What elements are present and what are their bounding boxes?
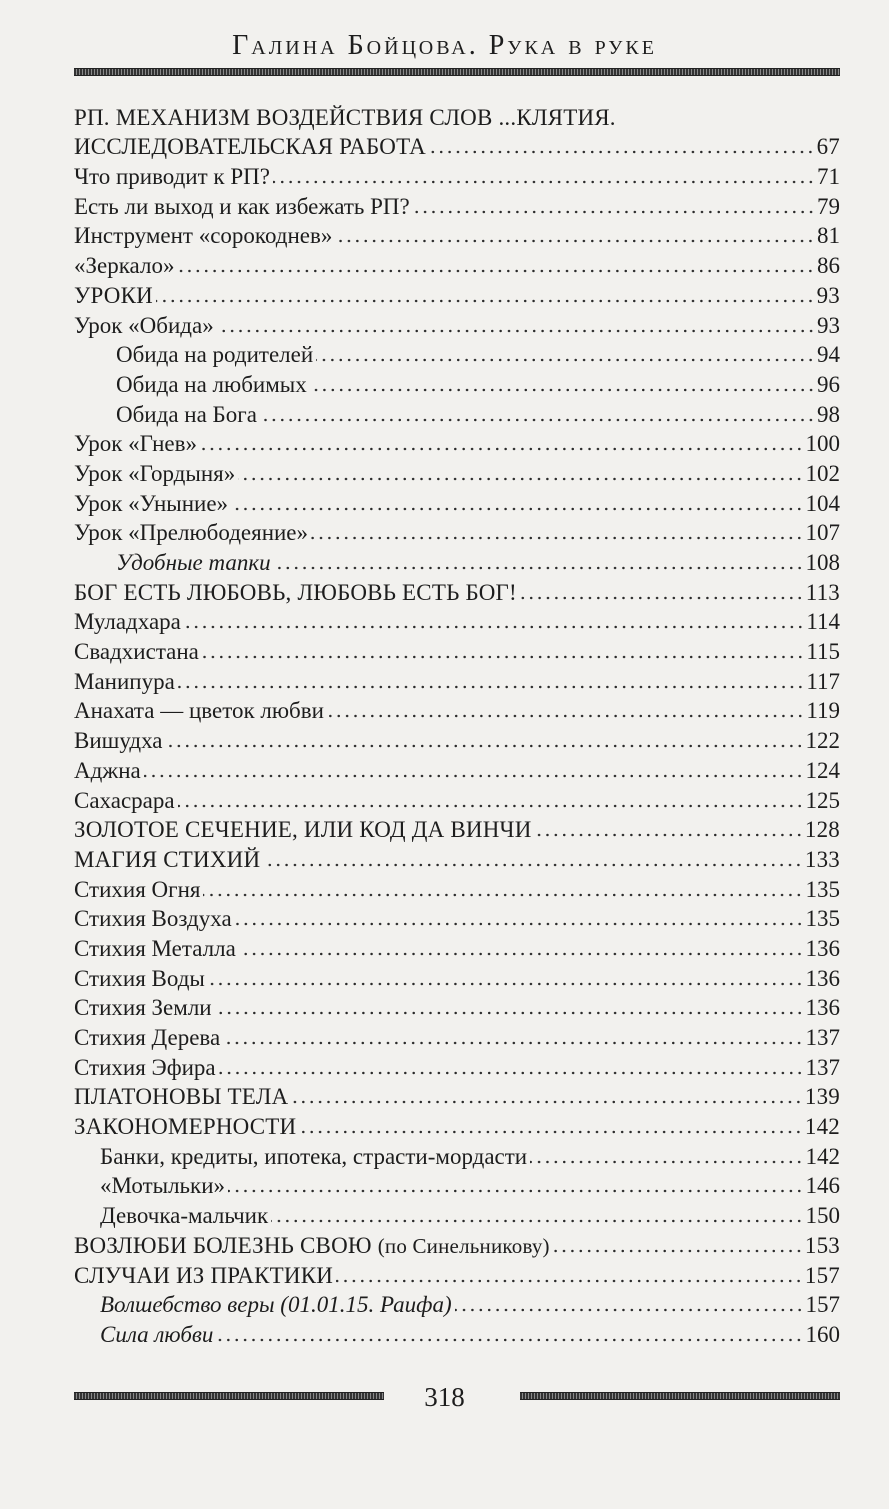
toc-entry-title: Обида на Бога <box>116 401 257 427</box>
toc-entry <box>74 1200 840 1230</box>
toc-entry-title: Урок «Гнев» <box>74 431 197 457</box>
dot-leader <box>335 237 815 245</box>
toc-entry-page: 135 <box>805 906 840 932</box>
toc-entry <box>74 102 840 132</box>
toc-entry-title: МАГИЯ СТИХИЙ <box>74 846 261 872</box>
dot-leader <box>429 148 815 156</box>
toc-entry-page: 114 <box>806 609 840 635</box>
toc-entry <box>74 785 840 815</box>
toc-entry-title: Обида на любимых <box>116 371 307 397</box>
toc-entry-page: 104 <box>805 490 840 516</box>
toc-entry <box>74 369 840 399</box>
dot-leader <box>238 475 803 483</box>
toc-entry <box>74 933 840 963</box>
toc-entry-title: Инструмент «сорокоднев» <box>74 223 333 249</box>
toc-entry-title <box>74 1232 550 1260</box>
toc-entry-title: Стихия Земли <box>74 995 212 1021</box>
toc-entry-page: 142 <box>805 1143 840 1169</box>
dot-leader <box>553 1247 803 1255</box>
toc-entry-page: 160 <box>805 1321 840 1347</box>
dot-leader <box>219 1069 804 1077</box>
toc-entry-page: 93 <box>816 282 840 308</box>
toc-entry-page: 137 <box>805 1025 840 1050</box>
toc-entry-title: Банки, кредиты, ипотека, страсти-мордасти <box>100 1143 528 1169</box>
toc-entry-page: 137 <box>805 1054 840 1080</box>
toc-entry-page: 96 <box>817 371 840 397</box>
toc-entry-title: Стихия Огня <box>74 876 201 902</box>
toc-entry <box>74 488 840 518</box>
toc-entry-title: Муладхара <box>74 609 181 635</box>
toc-entry-title-main: ВОЗЛЮБИ БОЛЕЗНЬ СВОЮ <box>74 1232 372 1258</box>
dot-leader <box>273 178 815 186</box>
toc-entry-page: 139 <box>804 1084 840 1110</box>
toc-entry-title-note: (по Синельникову) <box>377 1233 550 1258</box>
toc-entry-page: 102 <box>805 460 840 486</box>
dot-leader <box>311 534 803 542</box>
toc-entry <box>74 755 840 785</box>
toc-entry-page: 157 <box>804 1262 840 1288</box>
toc-entry <box>74 399 840 429</box>
toc-entry-page: 124 <box>805 757 840 783</box>
running-header: Галина Бойцова. Рука в руке <box>232 30 657 61</box>
toc-entry-title: БОГ ЕСТЬ ЛЮБОВЬ, ЛЮБОВЬ ЕСТЬ БОГ! <box>74 579 517 605</box>
toc-entry-title: Девочка-мальчик <box>100 1203 269 1229</box>
table-of-contents <box>74 102 840 1349</box>
toc-entry <box>74 607 840 637</box>
toc-entry <box>74 666 840 696</box>
toc-entry-title: Стихия Дерева <box>74 1025 221 1050</box>
toc-entry-page: 146 <box>805 1173 840 1199</box>
dot-leader <box>177 267 815 275</box>
toc-entry-title: Стихия Воды <box>74 965 205 991</box>
dot-leader <box>291 1098 803 1106</box>
toc-entry-page: 125 <box>805 787 840 813</box>
toc-entry-page: 86 <box>817 253 840 279</box>
dot-leader <box>336 1277 803 1285</box>
toc-entry-title: Урок «Обида» <box>74 312 214 338</box>
toc-entry-title: Урок «Гордыня» <box>74 460 236 486</box>
toc-entry-title: Волшебство веры (01.01.15. Раифа) <box>100 1292 452 1318</box>
toc-entry <box>74 963 840 993</box>
dot-leader <box>208 980 804 988</box>
toc-entry <box>74 1260 840 1290</box>
toc-entry-page: 71 <box>817 164 840 190</box>
toc-entry-page: 100 <box>805 431 840 457</box>
toc-entry-page: 98 <box>817 401 840 427</box>
toc-entry-page: 136 <box>805 965 840 991</box>
dot-leader <box>235 920 804 928</box>
dot-leader <box>202 653 804 661</box>
toc-entry-page: 153 <box>804 1232 840 1258</box>
toc-entry-page: 93 <box>817 312 840 338</box>
toc-entry <box>74 518 840 548</box>
toc-entry <box>74 696 840 726</box>
toc-entry-title: Что приводит к РП? <box>74 164 270 190</box>
toc-entry <box>74 1171 840 1201</box>
toc-entry-page: 117 <box>806 668 840 694</box>
dot-leader <box>223 1039 803 1047</box>
dot-leader <box>216 1336 803 1344</box>
toc-entry <box>74 458 840 488</box>
toc-entry-page: 94 <box>817 342 840 368</box>
toc-entry <box>74 1022 840 1052</box>
toc-entry <box>74 844 840 874</box>
toc-entry-title: Свадхистана <box>74 639 199 665</box>
toc-entry <box>74 191 840 221</box>
toc-entry <box>74 221 840 251</box>
toc-entry-page: 113 <box>805 579 840 605</box>
toc-entry <box>74 1052 840 1082</box>
toc-entry-title: СЛУЧАИ ИЗ ПРАКТИКИ <box>74 1262 334 1288</box>
toc-entry-title: Урок «Уныние» <box>74 490 229 516</box>
toc-entry <box>74 547 840 577</box>
dot-leader <box>520 594 804 602</box>
toc-entry <box>74 1082 840 1112</box>
toc-entry <box>74 725 840 755</box>
toc-entry-page: 79 <box>817 193 840 219</box>
dot-leader <box>310 386 815 394</box>
toc-entry-title: Стихия Воздуха <box>74 906 232 932</box>
toc-entry-title: Есть ли выход и как избежать РП? <box>74 193 410 219</box>
dot-leader <box>228 1187 803 1195</box>
toc-entry <box>74 1230 840 1260</box>
dot-leader <box>413 208 815 216</box>
toc-entry-page: 142 <box>804 1114 840 1140</box>
dot-leader <box>231 505 803 513</box>
dot-leader <box>274 564 804 572</box>
footer-rule-right <box>520 1392 840 1400</box>
toc-entry-title: Обида на родителей <box>116 342 314 368</box>
toc-entry-title: Сила любви <box>100 1321 214 1347</box>
toc-entry <box>74 874 840 904</box>
dot-leader <box>200 445 804 453</box>
toc-entry-title: Вишудха <box>74 728 163 754</box>
header-rule <box>74 68 840 76</box>
dot-leader <box>156 297 815 305</box>
toc-entry-title: ЗАКОНОМЕРНОСТИ <box>74 1114 297 1140</box>
toc-entry <box>74 1141 840 1171</box>
toc-entry-page: 136 <box>805 935 840 961</box>
toc-entry <box>74 577 840 607</box>
toc-entry-title: Стихия Металла <box>74 935 236 961</box>
toc-entry-title: «Мотыльки» <box>100 1173 226 1199</box>
dot-leader <box>239 950 804 958</box>
toc-entry-title: «Зеркало» <box>74 253 175 279</box>
toc-entry-page: 122 <box>805 728 840 754</box>
dot-leader <box>327 712 804 720</box>
toc-entry-page: 81 <box>817 223 840 249</box>
toc-entry-title: Урок «Прелюбодеяние» <box>74 520 309 546</box>
toc-entry-title: ЗОЛОТОЕ СЕЧЕНИЕ, ИЛИ КОД ДА ВИНЧИ <box>74 817 532 843</box>
dot-leader <box>144 772 804 780</box>
dot-leader <box>299 1128 803 1136</box>
toc-entry <box>74 132 840 162</box>
toc-entry-page: 150 <box>805 1203 840 1229</box>
toc-entry <box>74 310 840 340</box>
dot-leader <box>166 742 804 750</box>
toc-entry-title: Анахата — цветок любви <box>74 698 324 724</box>
toc-entry-title: ПЛАТОНОВЫ ТЕЛА <box>74 1084 289 1110</box>
toc-entry-page: 67 <box>816 134 840 160</box>
toc-entry <box>74 250 840 280</box>
toc-entry-title: Стихия Эфира <box>74 1054 216 1080</box>
toc-entry <box>74 340 840 370</box>
toc-entry-title: Удобные тапки <box>116 550 271 575</box>
dot-leader <box>260 416 815 424</box>
page-number: 318 <box>424 1382 465 1412</box>
toc-entry-page: 136 <box>805 995 840 1021</box>
toc-entry-page: 107 <box>805 520 840 546</box>
toc-entry <box>74 1111 840 1141</box>
toc-entry-page: 115 <box>806 639 840 665</box>
toc-entry-page: 108 <box>805 550 840 575</box>
toc-entry <box>74 993 840 1023</box>
toc-entry-page: 128 <box>804 817 840 843</box>
dot-leader <box>530 1158 803 1166</box>
toc-entry <box>74 904 840 934</box>
toc-entry-page: 157 <box>805 1292 840 1318</box>
toc-entry-title: УРОКИ <box>74 282 153 308</box>
toc-entry <box>74 1319 840 1349</box>
toc-entry-title: ИССЛЕДОВАТЕЛЬСКАЯ РАБОТА <box>74 134 426 160</box>
toc-entry <box>74 815 840 845</box>
toc-entry <box>74 280 840 310</box>
toc-entry-title: РП. МЕХАНИЗМ ВОЗДЕЙСТВИЯ СЛОВ ...КЛЯТИЯ. <box>74 104 616 130</box>
dot-leader <box>184 623 804 631</box>
toc-entry-title: Аджна <box>74 757 141 783</box>
dot-leader <box>203 891 803 899</box>
toc-entry-page: 133 <box>804 846 840 872</box>
dot-leader <box>455 1306 804 1314</box>
dot-leader <box>316 356 815 364</box>
toc-entry-page: 119 <box>806 698 840 724</box>
dot-leader <box>178 683 805 691</box>
dot-leader <box>271 1217 803 1225</box>
toc-entry-page: 135 <box>805 876 840 902</box>
dot-leader <box>535 831 803 839</box>
toc-entry <box>74 161 840 191</box>
toc-entry <box>74 636 840 666</box>
toc-entry-title: Сахасрара <box>74 787 175 813</box>
dot-leader <box>178 802 804 810</box>
dot-leader <box>263 861 803 869</box>
toc-entry-title: Манипура <box>74 668 175 694</box>
toc-entry <box>74 1290 840 1320</box>
dot-leader <box>217 327 815 335</box>
dot-leader <box>215 1009 804 1017</box>
toc-entry <box>74 429 840 459</box>
